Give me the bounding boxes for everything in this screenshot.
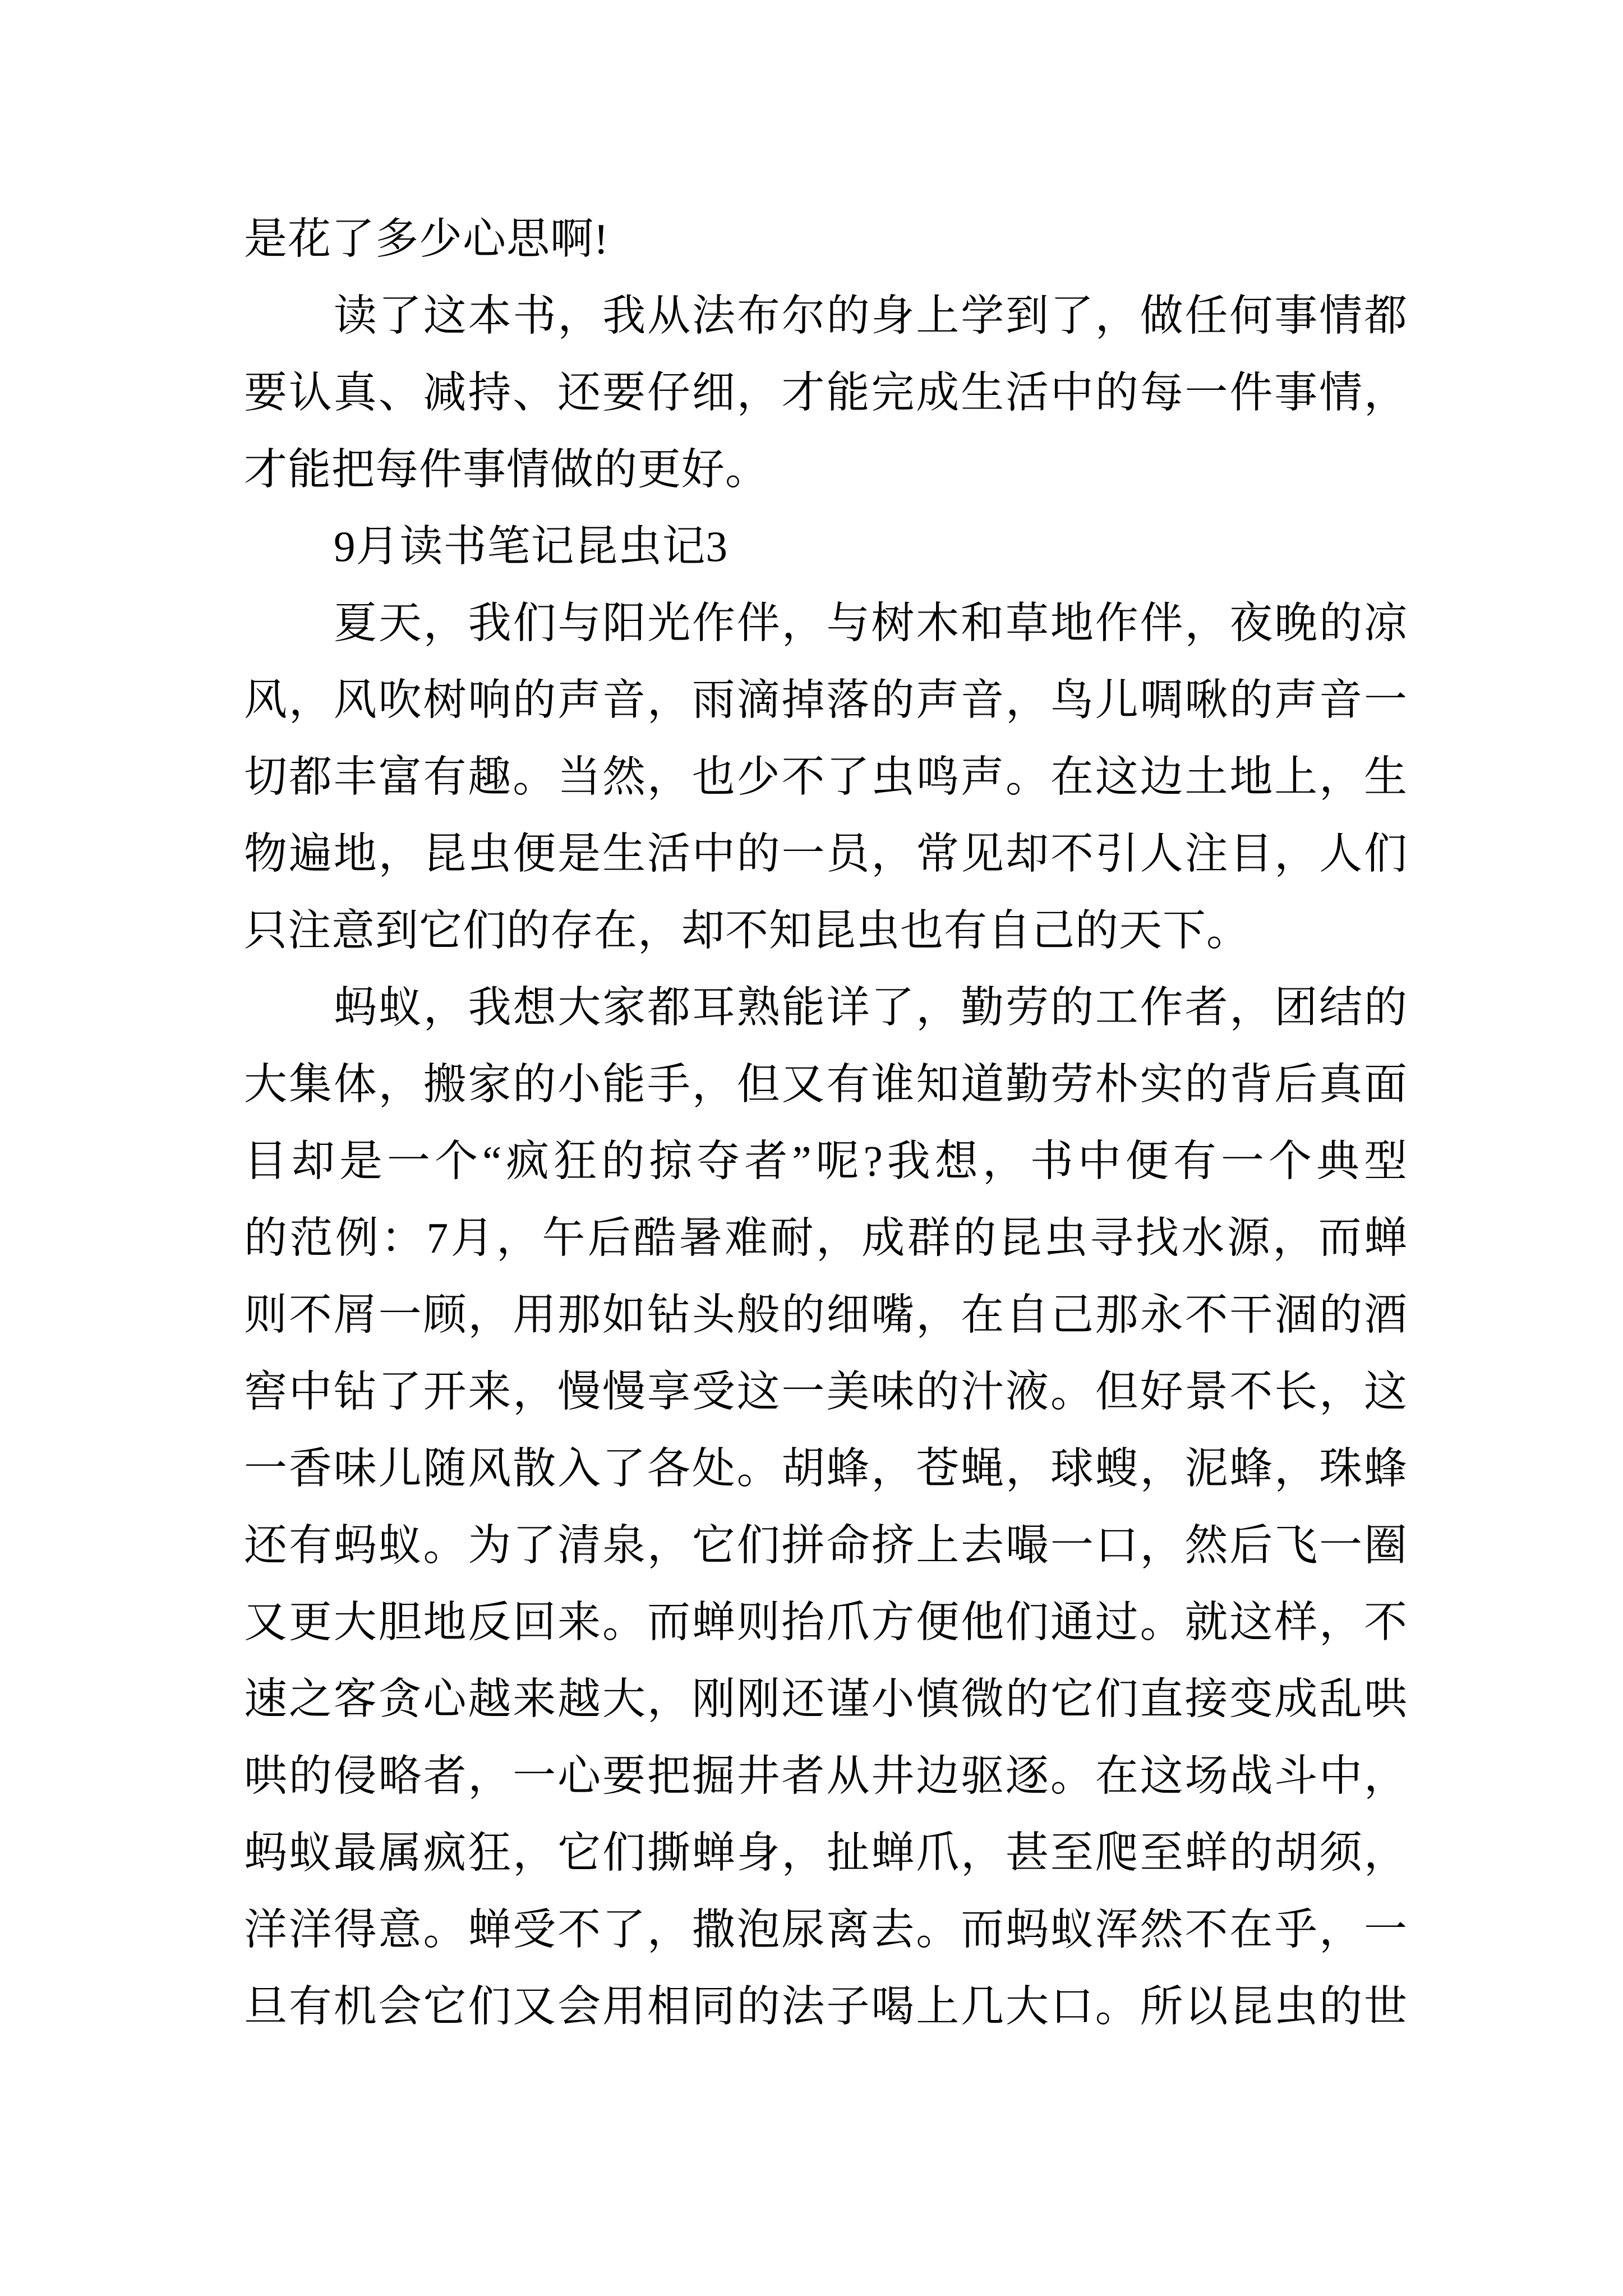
document-body (244, 201, 1408, 2045)
text-line: 要认真、减持、还要仔细，才能完成生活中的每一件事情， (244, 369, 1408, 417)
text-line: 又更大胆地反回来。而蝉则抬爪方便他们通过。就这样，不 (244, 1598, 1408, 1646)
text-line: 大集体，搬家的小能手，但又有谁知道勤劳朴实的背后真面 (244, 1060, 1408, 1108)
text-line: 则不屑一顾，用那如钻头般的细嘴，在自己那永不干涸的酒 (244, 1291, 1408, 1339)
text-line: 蚂蚁最属疯狂，它们撕蝉身，扯蝉爪，甚至爬至蛘的胡须， (244, 1829, 1408, 1877)
text-line: 夏天，我们与阳光作伴，与树木和草地作伴，夜晚的凉 (334, 599, 1408, 647)
text-line: 速之客贪心越来越大，刚刚还谨小慎微的它们直接变成乱哄 (244, 1675, 1408, 1723)
text-line: 只注意到它们的存在，却不知昆虫也有自己的天下。 (244, 907, 1250, 955)
text-line: 才能把每件事情做的更好。 (244, 445, 769, 494)
text-line: 还有蚂蚁。为了清泉，它们拼命挤上去嘬一口，然后飞一圈 (244, 1521, 1408, 1570)
text-line: 是花了多少心思啊! (244, 215, 609, 263)
section-heading: 9月读书笔记昆虫记3 (334, 522, 728, 570)
text-line: 的范例：7月，午后酷暑难耐，成群的昆虫寻找水源，而蝉 (244, 1214, 1408, 1262)
text-line: 切都丰富有趣。当然，也少不了虫鸣声。在这边土地上，生 (244, 753, 1408, 801)
text-line: 风，风吹树响的声音，雨滴掉落的声音，鸟儿啁啾的声音一 (244, 676, 1408, 724)
text-line: 旦有机会它们又会用相同的法子喝上几大口。所以昆虫的世 (244, 1982, 1408, 2031)
text-line: 蚂蚁，我想大家都耳熟能详了，勤劳的工作者，团结的 (334, 983, 1408, 1032)
text-line: 洋洋得意。蝉受不了，撒泡尿离去。而蚂蚁浑然不在乎，一 (244, 1906, 1408, 1954)
text-line: 物遍地，昆虫便是生活中的一员，常见却不引人注目，人们 (244, 830, 1408, 878)
text-line: 哄的侵略者，一心要把掘井者从井边驱逐。在这场战斗中， (244, 1752, 1408, 1800)
text-line: 目却是一个“疯狂的掠夺者”呢?我想，书中便有一个典型 (244, 1137, 1408, 1185)
text-line: 读了这本书，我从法布尔的身上学到了，做任何事情都 (334, 292, 1408, 340)
text-line: 一香味儿随风散入了各处。胡蜂，苍蝇，球螋，泥蜂，珠蜂 (244, 1444, 1408, 1493)
text-line: 窖中钻了开来，慢慢享受这一美味的汁液。但好景不长，这 (244, 1368, 1408, 1416)
